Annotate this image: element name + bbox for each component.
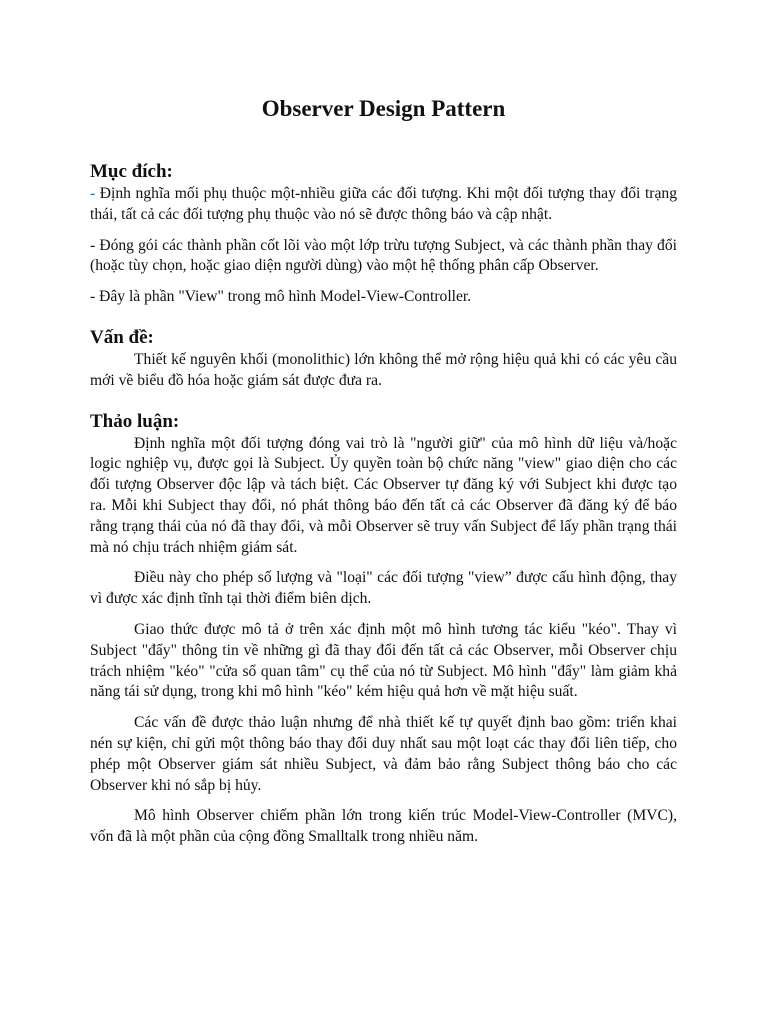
purpose-heading: Mục đích:	[90, 161, 173, 182]
purpose-item-2: - Đóng gói các thành phần cốt lõi vào một lớp trừu tượng Subject, và các thành phần thay đổi (hoặc tùy chọn, hoặc giao diện người dùng) vào một hệ thống phân cấp Observer.	[90, 236, 677, 275]
discussion-paragraph-5: Mô hình Observer chiếm phần lớn trong kiến trúc Model-View-Controller (MVC), vốn đã là một phần của cộng đồng Smalltalk trong nhiều năm.	[90, 807, 677, 846]
purpose-section	[90, 160, 677, 308]
problem-paragraph: Thiết kế nguyên khối (monolithic) lớn không thể mở rộng hiệu quả khi có các yêu cầu mới về biểu đồ hóa hoặc giám sát được đưa ra.	[90, 350, 677, 389]
purpose-item-1-dash: -	[90, 185, 96, 202]
discussion-paragraph-1: Định nghĩa một đối tượng đóng vai trò là "người giữ" của mô hình dữ liệu và/hoặc logic nghiệp vụ, được gọi là Subject. Ủy quyền toàn bộ chức năng "view" giao diện cho các đối tượng Observer độc lập và tách biệt. Các Observer tự đăng ký với Subject khi được tạo ra. Mỗi khi Subject thay đổi, nó phát thông báo đến tất cả các Observer đã đăng ký để báo rằng trạng thái của nó đã thay đổi, và mỗi Observer sẽ truy vấn Subject để lấy phần trạng thái mà nó chịu trách nhiệm giám sát.	[90, 434, 677, 556]
section-spacer	[90, 402, 677, 410]
discussion-paragraph-2: Điều này cho phép số lượng và "loại" các đối tượng "view” được cấu hình động, thay vì được xác định tĩnh tại thời điểm biên dịch.	[90, 569, 677, 608]
discussion-section	[90, 410, 677, 848]
discussion-paragraph-4: Các vấn đề được thảo luận nhưng để nhà thiết kế tự quyết định bao gồm: triển khai nén sự kiện, chỉ gửi một thông báo thay đổi duy nhất sau một loạt các thay đổi liên tiếp, cho phép một Observer giám sát nhiều Subject, và đảm bảo rằng Subject thông báo cho các Observer khi nó sắp bị hủy.	[90, 714, 677, 794]
problem-section	[90, 326, 677, 392]
purpose-item-3: - Đây là phần "View" trong mô hình Model-View-Controller.	[90, 288, 472, 306]
document-page	[90, 94, 677, 858]
discussion-heading: Thảo luận:	[90, 410, 180, 432]
problem-heading: Vấn đề:	[90, 326, 154, 348]
purpose-item-1	[90, 184, 677, 226]
document-title: Observer Design Pattern	[261, 96, 506, 121]
section-spacer	[90, 318, 677, 326]
purpose-item-1-text: Định nghĩa mối phụ thuộc một-nhiều giữa các đối tượng. Khi một đối tượng thay đổi trạng thái, tất cả các đối tượng phụ thuộc vào nó sẽ được thông báo và cập nhật.	[90, 185, 677, 223]
discussion-paragraph-3: Giao thức được mô tả ở trên xác định một mô hình tương tác kiểu "kéo". Thay vì Subject "đẩy" thông tin về những gì đã thay đổi đến tất cả các Observer, mỗi Observer chịu trách nhiệm "kéo" "cửa sổ quan tâm" cụ thể của nó từ Subject. Mô hình "đẩy" làm giảm khả năng tái sử dụng, trong khi mô hình "kéo" kém hiệu quả hơn về mặt hiệu suất.	[90, 620, 677, 701]
